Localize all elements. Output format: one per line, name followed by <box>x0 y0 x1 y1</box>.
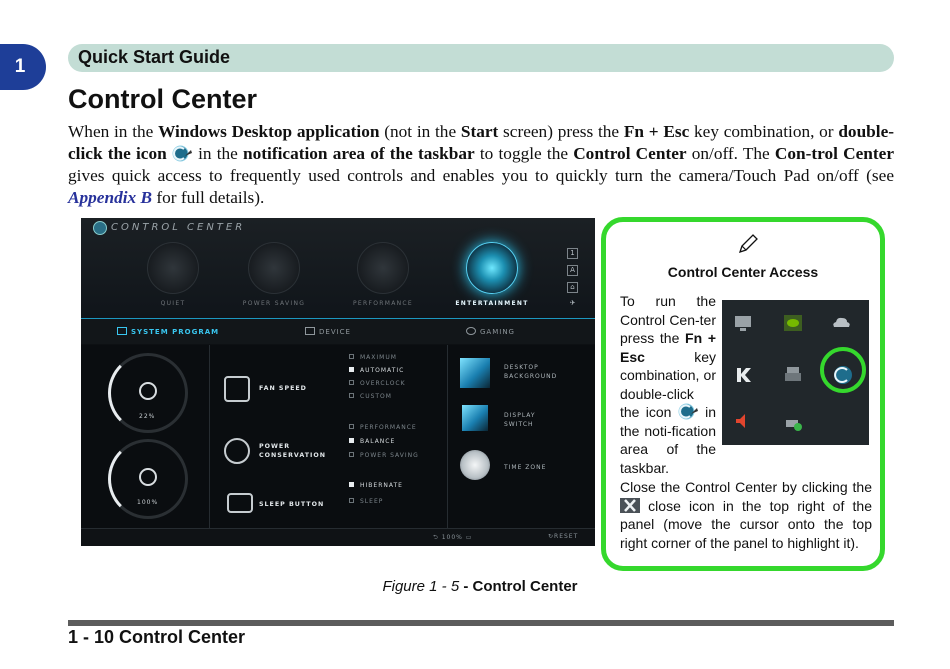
clock-icon[interactable] <box>460 450 490 480</box>
speaker-icon <box>732 410 754 432</box>
option-label: OVERCLOCK <box>360 380 406 387</box>
control-center-icon <box>172 145 193 162</box>
monitor-icon <box>117 327 127 335</box>
radio-icon <box>349 367 354 372</box>
brightness-gauge[interactable] <box>108 353 188 433</box>
printer-icon <box>782 364 804 386</box>
guide-header-title: Quick Start Guide <box>78 47 231 67</box>
tab-system-program[interactable] <box>117 327 219 336</box>
fan-option[interactable] <box>349 380 406 387</box>
close-instructions <box>620 478 872 552</box>
option-label: PERFORMANCE <box>360 424 417 431</box>
note-text <box>620 292 716 477</box>
power-option[interactable] <box>349 424 417 431</box>
mode-label: PERFORMANCE <box>353 300 413 307</box>
sleep-button-label: SLEEP BUTTON <box>259 501 325 508</box>
tab-bar <box>81 318 595 344</box>
status-bar <box>81 528 595 546</box>
column-divider <box>447 345 448 528</box>
intro-text: on/off. The <box>686 144 775 163</box>
intro-bold: notification area of the taskbar <box>243 144 475 163</box>
close-icon <box>620 498 640 513</box>
airplane-icon[interactable]: ✈ <box>569 299 576 307</box>
display-switch-icon[interactable] <box>462 405 488 431</box>
network-icon <box>782 412 804 434</box>
sleep-icon[interactable] <box>227 493 253 513</box>
k-app-icon <box>732 364 754 386</box>
volume-status: ⮌ 100% ▭ <box>433 534 473 541</box>
power-conservation-label: POWER CONSERVATION <box>259 443 327 459</box>
intro-text: in the <box>192 144 244 163</box>
figure-title: Control Center <box>472 578 578 595</box>
intro-bold: Con-trol Center <box>774 144 895 163</box>
brightness-value: 22% <box>139 413 156 420</box>
radio-icon <box>349 438 354 443</box>
tab-label: DEVICE <box>319 328 351 336</box>
radio-icon <box>349 354 354 359</box>
control-center-access-note <box>601 217 885 571</box>
tab-device[interactable] <box>305 327 351 336</box>
note-text-part: key combination, or double-click the icon <box>620 348 716 420</box>
intro-paragraph <box>68 121 894 209</box>
note-key-combo: Fn + Esc <box>620 330 716 365</box>
power-saving-mode-icon <box>248 242 300 294</box>
note-text-part: Close the Control Center by clicking the <box>620 479 872 495</box>
intro-bold: Control Center <box>573 144 687 163</box>
tab-label: SYSTEM PROGRAM <box>131 328 220 336</box>
volume-icon <box>139 468 157 486</box>
control-center-screenshot <box>81 218 595 546</box>
radio-icon <box>349 393 354 398</box>
display-switch-label: DISPLAY SWITCH <box>504 412 536 428</box>
volume-gauge[interactable] <box>108 439 188 519</box>
column-divider <box>209 345 210 528</box>
power-option[interactable] <box>349 438 395 445</box>
intro-text: gives quick access to frequently used controls and enables you to quickly turn the camera/Touch Pad on/off (see <box>68 166 894 185</box>
note-title: Control Center Access <box>667 264 819 280</box>
tab-label: GAMING <box>480 328 515 336</box>
side-buttons <box>567 248 579 316</box>
note-text-part: in the noti-fication area of the taskbar. <box>620 404 716 476</box>
note-text-part: close icon in the top right of the panel (move the cursor onto the top right corner of the panel to highlight it). <box>620 497 872 551</box>
control-center-icon <box>678 403 699 420</box>
option-label: CUSTOM <box>360 393 392 400</box>
guide-header-bar <box>68 44 894 72</box>
nvidia-icon <box>782 312 804 334</box>
control-center-logo-icon <box>93 221 107 235</box>
figure-number: Figure 1 - 5 <box>382 578 460 595</box>
option-label: MAXIMUM <box>360 354 397 361</box>
option-label: SLEEP <box>360 498 384 505</box>
desktop-background-icon[interactable] <box>460 358 490 388</box>
page-title: Control Center <box>68 84 257 114</box>
option-label: HIBERNATE <box>360 482 403 489</box>
fan-option[interactable] <box>349 367 404 374</box>
mode-entertainment[interactable] <box>447 242 537 307</box>
tray-icon-highlight-circle <box>820 347 866 393</box>
intro-text: key combination, or <box>689 122 839 141</box>
footer-rule <box>68 620 894 626</box>
intro-bold: Windows Desktop application <box>158 122 380 141</box>
desktop-background-label: DESKTOP BACKGROUND <box>504 364 558 380</box>
pen-icon <box>737 233 759 255</box>
performance-mode-icon <box>357 242 409 294</box>
device-icon <box>305 327 315 335</box>
volume-value: 100% <box>137 499 159 506</box>
radio-icon <box>349 498 354 503</box>
control-center-title: CONTROL CENTER <box>111 222 246 233</box>
footer-page-label: 1 - 10 Control Center <box>68 627 246 647</box>
brightness-icon <box>139 382 157 400</box>
mode-quiet[interactable] <box>128 242 218 307</box>
figure-sep: - <box>459 578 473 595</box>
radio-icon <box>349 424 354 429</box>
reset-label: RESET <box>554 533 579 540</box>
intro-text: for full details). <box>152 188 265 207</box>
mode-label: ENTERTAINMENT <box>455 300 529 307</box>
mode-bar <box>81 218 595 318</box>
intro-text: to toggle the <box>474 144 574 163</box>
radio-icon <box>349 452 354 457</box>
option-label: POWER SAVING <box>360 452 419 459</box>
power-icon[interactable] <box>224 438 250 464</box>
time-zone-label: TIME ZONE <box>504 464 547 471</box>
fan-option[interactable] <box>349 393 392 400</box>
mode-power-saving[interactable] <box>229 242 319 307</box>
mode-label: QUIET <box>160 300 186 307</box>
radio-icon <box>349 380 354 385</box>
option-label: BALANCE <box>360 438 396 445</box>
quiet-mode-icon <box>147 242 199 294</box>
mode-label: POWER SAVING <box>242 300 306 307</box>
reset-button[interactable]: ↻RESET <box>548 533 579 540</box>
intro-bold: double-click the icon <box>68 122 895 163</box>
panel-button-a-icon[interactable]: A <box>567 265 578 276</box>
intro-bold: Start <box>460 122 499 141</box>
sleep-option[interactable] <box>349 498 383 505</box>
monitor-tray-icon <box>732 312 754 334</box>
power-option[interactable] <box>349 452 419 459</box>
intro-bold: Fn + Esc <box>623 122 690 141</box>
note-text-part: To run the Control Cen-ter press the <box>620 293 716 346</box>
sleep-option[interactable] <box>349 482 403 489</box>
intro-text: When in the <box>68 122 159 141</box>
option-label: AUTOMATIC <box>360 367 405 374</box>
fan-icon[interactable] <box>224 376 250 402</box>
mode-performance[interactable] <box>338 242 428 307</box>
entertainment-mode-icon <box>466 242 518 294</box>
cloud-icon <box>830 312 852 334</box>
fan-option[interactable] <box>349 354 397 361</box>
intro-text: (not in the <box>379 122 461 141</box>
tab-gaming[interactable] <box>466 327 515 336</box>
panel-lock-icon[interactable]: ⌂ <box>567 282 578 293</box>
panel-button-1-icon[interactable]: 1 <box>567 248 578 259</box>
volume-status-value: 100% <box>441 534 463 541</box>
gaming-icon <box>466 327 476 335</box>
intro-text: screen) press the <box>498 122 624 141</box>
fan-speed-label: FAN SPEED <box>259 385 307 392</box>
appendix-b-link[interactable]: Appendix B <box>68 188 153 207</box>
figure-caption <box>0 578 950 595</box>
radio-icon <box>349 482 354 487</box>
chapter-number-tab: 1 <box>0 44 46 90</box>
system-program-panel <box>81 345 595 528</box>
